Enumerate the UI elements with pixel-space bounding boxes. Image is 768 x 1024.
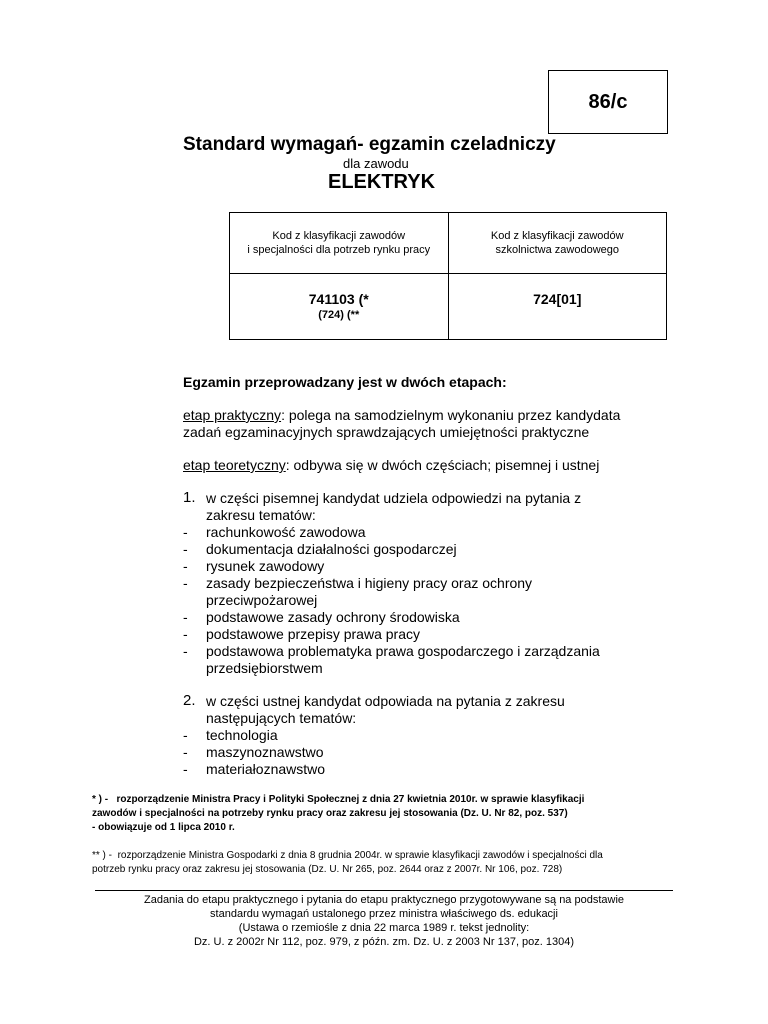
written-topic-1: rachunkowość zawodowa bbox=[206, 524, 366, 540]
theory-stage-line bbox=[183, 457, 599, 474]
written-topic-4-cont: przeciwpożarowej bbox=[206, 592, 318, 608]
page-title: Standard wymagań- egzamin czeladniczy bbox=[183, 134, 556, 155]
footnote-1-marker: * ) - bbox=[92, 794, 109, 805]
oral-topic-2: maszynoznawstwo bbox=[206, 744, 324, 760]
written-topic-3: rysunek zawodowy bbox=[206, 558, 325, 574]
written-dash-4: - bbox=[183, 575, 188, 591]
footnote-2-line2: potrzeb rynku pracy oraz zakresu jej stosowania (Dz. U. Nr 265, poz. 2644 oraz z 2007r. Nr 106, poz. 728) bbox=[92, 864, 563, 875]
footer-line2: standardu wymagań ustalonego przez ministra właściwego ds. edukacji bbox=[210, 908, 558, 920]
written-topic-7-cont: przedsiębiorstwem bbox=[206, 660, 323, 676]
codes-header-right-line1: Kod z klasyfikacji zawodów bbox=[490, 230, 624, 242]
footnote-1-line2: zawodów i specjalności na potrzeby rynku pracy oraz zakresu jej stosowania (Dz. U. Nr 82, poz. 537) bbox=[92, 808, 568, 819]
written-dash-6: - bbox=[183, 626, 188, 642]
written-part-intro-line2: zakresu tematów: bbox=[206, 507, 316, 523]
written-part-intro-line1: w części pisemnej kandydat udziela odpowiedzi na pytania z bbox=[206, 490, 582, 506]
document-code: 86/c bbox=[588, 90, 628, 113]
footnote-1-line1 bbox=[92, 793, 584, 807]
codes-value-left bbox=[230, 274, 449, 340]
written-dash-2: - bbox=[183, 541, 188, 557]
practical-stage-line1 bbox=[183, 407, 620, 424]
written-topic-5: podstawowe zasady ochrony środowiska bbox=[206, 609, 460, 625]
labour-market-code-old: (724) (** bbox=[318, 309, 360, 321]
page-subtitle: dla zawodu bbox=[343, 156, 409, 171]
footer-line3: (Ustawa o rzemiośle z dnia 22 marca 1989 r. tekst jednolity: bbox=[238, 922, 530, 934]
codes-header-left-line2: i specjalności dla potrzeb rynku pracy bbox=[247, 244, 431, 256]
document-code-box bbox=[548, 70, 668, 134]
practical-stage-term: etap praktyczny bbox=[183, 407, 282, 423]
written-dash-5: - bbox=[183, 609, 188, 625]
theory-stage-desc: : odbywa się w dwóch częściach; pisemnej i ustnej bbox=[285, 457, 600, 473]
practical-stage-desc: : polega na samodzielnym wykonaniu przez kandydata bbox=[281, 407, 621, 423]
codes-header-right-line2: szkolnictwa zawodowego bbox=[495, 244, 619, 256]
footnote-2-line1 bbox=[92, 849, 603, 863]
footer-divider bbox=[95, 890, 673, 891]
written-topic-4: zasady bezpieczeństwa i higieny pracy oraz ochrony bbox=[206, 575, 533, 591]
oral-dash-2: - bbox=[183, 744, 188, 760]
written-dash-7: - bbox=[183, 643, 188, 659]
written-dash-3: - bbox=[183, 558, 188, 574]
oral-part-intro-line2: następujących tematów: bbox=[206, 710, 357, 726]
codes-header-right bbox=[448, 213, 667, 274]
oral-topic-1: technologia bbox=[206, 727, 278, 743]
codes-header-left bbox=[230, 213, 449, 274]
footnote-1-text: rozporządzenie Ministra Pracy i Polityki Społecznej z dnia 27 kwietnia 2010r. w sprawie klasyfikacji bbox=[116, 794, 585, 805]
written-part-number: 1. bbox=[183, 489, 196, 506]
written-topic-7: podstawowa problematyka prawa gospodarczego i zarządzania bbox=[206, 643, 600, 659]
labour-market-code: 741103 (* bbox=[308, 291, 369, 307]
footnote-2-text: rozporządzenie Ministra Gospodarki z dnia 8 grudnia 2004r. w sprawie klasyfikacji zawodów i specjalności dla bbox=[117, 850, 603, 861]
theory-stage-term: etap teoretyczny bbox=[183, 457, 286, 473]
oral-part-number: 2. bbox=[183, 692, 196, 709]
practical-stage-line2: zadań egzaminacyjnych sprawdzających umiejętności praktyczne bbox=[183, 424, 590, 440]
oral-topic-3: materiałoznawstwo bbox=[206, 761, 326, 777]
oral-dash-3: - bbox=[183, 761, 188, 777]
codes-value-right bbox=[448, 274, 667, 340]
written-dash-1: - bbox=[183, 524, 188, 540]
exam-heading: Egzamin przeprowadzany jest w dwóch etapach: bbox=[183, 374, 507, 390]
oral-part-intro-line1: w części ustnej kandydat odpowiada na pytania z zakresu bbox=[206, 693, 565, 709]
footnote-1-line3: - obowiązuje od 1 lipca 2010 r. bbox=[92, 822, 235, 833]
codes-table bbox=[229, 212, 667, 340]
school-code: 724[01] bbox=[533, 291, 582, 307]
footer-line4: Dz. U. z 2002r Nr 112, poz. 979, z późn. zm. Dz. U. z 2003 Nr 137, poz. 1304) bbox=[193, 936, 575, 948]
profession-name: ELEKTRYK bbox=[328, 171, 436, 193]
footer-line1: Zadania do etapu praktycznego i pytania do etapu praktycznego przygotowywane są na podstawie bbox=[143, 894, 625, 906]
oral-dash-1: - bbox=[183, 727, 188, 743]
written-topic-2: dokumentacja działalności gospodarczej bbox=[206, 541, 457, 557]
codes-header-left-line1: Kod z klasyfikacji zawodów bbox=[272, 230, 406, 242]
footnote-2-marker: ** ) - bbox=[92, 850, 112, 861]
written-topic-6: podstawowe przepisy prawa pracy bbox=[206, 626, 420, 642]
